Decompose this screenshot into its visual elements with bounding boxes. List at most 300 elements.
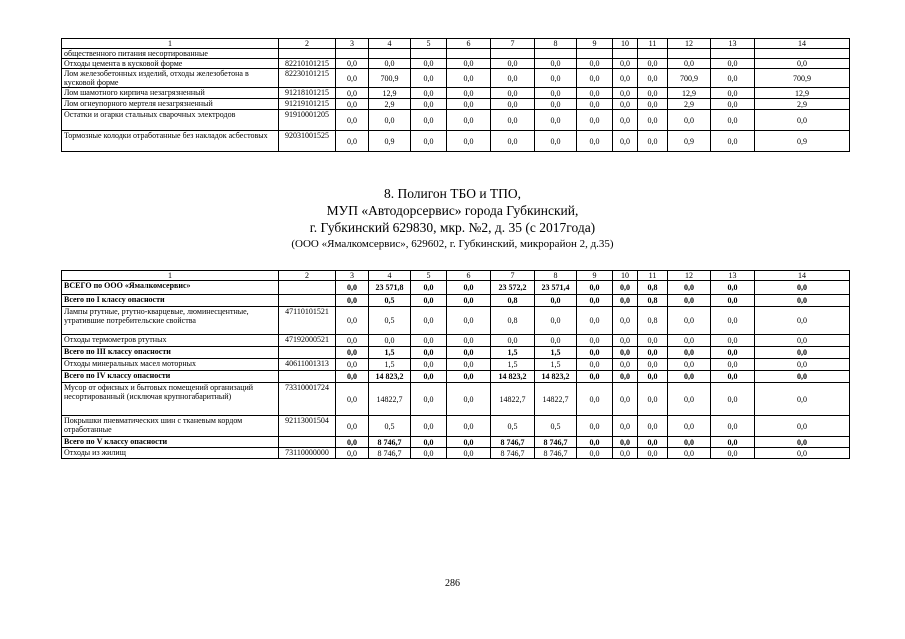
value-cell: 0,0 bbox=[638, 359, 668, 371]
waste-code-cell bbox=[279, 281, 336, 295]
waste-code-cell bbox=[279, 49, 336, 59]
value-cell: 0,0 bbox=[491, 335, 535, 347]
value-cell: 2,9 bbox=[668, 99, 711, 110]
waste-code-cell: 47110101521 bbox=[279, 307, 336, 335]
table-row bbox=[62, 131, 850, 152]
value-cell bbox=[535, 49, 577, 59]
value-cell: 0,0 bbox=[336, 69, 369, 88]
value-cell: 0,0 bbox=[668, 335, 711, 347]
value-cell: 0,0 bbox=[613, 110, 638, 131]
value-cell: 0,0 bbox=[447, 359, 491, 371]
waste-code-cell bbox=[279, 437, 336, 448]
waste-code-cell: 82230101215 bbox=[279, 69, 336, 88]
value-cell: 0,0 bbox=[638, 110, 668, 131]
value-cell: 0,0 bbox=[336, 437, 369, 448]
table-row bbox=[62, 416, 850, 437]
value-cell: 0,8 bbox=[491, 295, 535, 307]
value-cell: 0,0 bbox=[668, 110, 711, 131]
value-cell: 0,0 bbox=[755, 335, 850, 347]
value-cell: 0,0 bbox=[411, 416, 447, 437]
value-cell: 2,9 bbox=[369, 99, 411, 110]
value-cell: 0,0 bbox=[755, 110, 850, 131]
value-cell: 0,8 bbox=[638, 307, 668, 335]
value-cell: 0,0 bbox=[711, 359, 755, 371]
waste-code-cell bbox=[279, 371, 336, 383]
value-cell: 0,0 bbox=[711, 437, 755, 448]
value-cell: 0,0 bbox=[369, 59, 411, 69]
waste-name-cell: Отходы цемента в кусковой форме bbox=[62, 59, 279, 69]
value-cell bbox=[711, 49, 755, 59]
column-number-cell: 6 bbox=[447, 271, 491, 281]
value-cell: 0,5 bbox=[491, 416, 535, 437]
value-cell: 0,0 bbox=[336, 448, 369, 459]
value-cell: 0,0 bbox=[336, 359, 369, 371]
column-number-row bbox=[62, 39, 850, 49]
subtotal-row bbox=[62, 281, 850, 295]
value-cell: 0,0 bbox=[668, 437, 711, 448]
value-cell: 0,0 bbox=[638, 88, 668, 99]
value-cell: 0,0 bbox=[613, 437, 638, 448]
table-row bbox=[62, 335, 850, 347]
value-cell bbox=[336, 49, 369, 59]
waste-code-cell: 91910001205 bbox=[279, 110, 336, 131]
value-cell: 0,0 bbox=[447, 437, 491, 448]
column-number-cell: 6 bbox=[447, 39, 491, 49]
value-cell: 0,0 bbox=[411, 281, 447, 295]
value-cell: 0,0 bbox=[668, 295, 711, 307]
value-cell: 0,0 bbox=[577, 437, 613, 448]
value-cell: 0,0 bbox=[638, 383, 668, 416]
value-cell: 14 823,2 bbox=[369, 371, 411, 383]
waste-name-cell: Отходы минеральных масел моторных bbox=[62, 359, 279, 371]
value-cell: 0,0 bbox=[711, 88, 755, 99]
column-number-cell: 7 bbox=[491, 271, 535, 281]
value-cell: 0,0 bbox=[336, 347, 369, 359]
column-number-cell: 4 bbox=[369, 39, 411, 49]
column-number-cell: 14 bbox=[755, 39, 850, 49]
column-number-cell: 8 bbox=[535, 39, 577, 49]
value-cell: 0,0 bbox=[577, 448, 613, 459]
value-cell: 0,0 bbox=[447, 99, 491, 110]
value-cell: 0,0 bbox=[668, 347, 711, 359]
value-cell: 0,0 bbox=[447, 110, 491, 131]
value-cell: 0,0 bbox=[613, 88, 638, 99]
value-cell: 0,8 bbox=[638, 281, 668, 295]
waste-name-cell: Всего по I классу опасности bbox=[62, 295, 279, 307]
waste-name-cell: Всего по IV классу опасности bbox=[62, 371, 279, 383]
value-cell: 0,0 bbox=[447, 383, 491, 416]
value-cell: 0,0 bbox=[755, 307, 850, 335]
value-cell: 0,0 bbox=[447, 307, 491, 335]
value-cell: 0,0 bbox=[755, 448, 850, 459]
column-number-cell: 11 bbox=[638, 271, 668, 281]
value-cell: 1,5 bbox=[535, 347, 577, 359]
value-cell: 0,0 bbox=[369, 335, 411, 347]
value-cell: 0,0 bbox=[613, 59, 638, 69]
value-cell: 0,0 bbox=[577, 99, 613, 110]
value-cell: 0,0 bbox=[711, 383, 755, 416]
value-cell: 12,9 bbox=[369, 88, 411, 99]
value-cell: 23 571,4 bbox=[535, 281, 577, 295]
waste-code-cell: 47192000521 bbox=[279, 335, 336, 347]
value-cell: 0,0 bbox=[613, 295, 638, 307]
page-number: 286 bbox=[445, 578, 460, 589]
column-number-cell: 7 bbox=[491, 39, 535, 49]
value-cell: 0,0 bbox=[491, 88, 535, 99]
waste-code-cell bbox=[279, 295, 336, 307]
value-cell bbox=[638, 49, 668, 59]
value-cell: 0,0 bbox=[613, 347, 638, 359]
value-cell: 8 746,7 bbox=[369, 437, 411, 448]
value-cell: 0,0 bbox=[447, 371, 491, 383]
value-cell: 0,0 bbox=[535, 99, 577, 110]
column-number-cell: 12 bbox=[668, 39, 711, 49]
value-cell: 0,0 bbox=[638, 437, 668, 448]
section-title: 8. Полигон ТБО и ТПО, bbox=[383, 186, 522, 201]
value-cell: 0,0 bbox=[447, 88, 491, 99]
column-number-cell: 14 bbox=[755, 271, 850, 281]
value-cell: 12,9 bbox=[668, 88, 711, 99]
value-cell: 0,0 bbox=[535, 110, 577, 131]
value-cell: 0,0 bbox=[411, 383, 447, 416]
value-cell: 0,0 bbox=[336, 307, 369, 335]
value-cell: 0,0 bbox=[411, 307, 447, 335]
value-cell bbox=[447, 49, 491, 59]
value-cell: 0,0 bbox=[411, 347, 447, 359]
value-cell: 0,0 bbox=[711, 347, 755, 359]
table-row bbox=[62, 88, 850, 99]
value-cell: 8 746,7 bbox=[491, 448, 535, 459]
value-cell: 0,0 bbox=[336, 295, 369, 307]
value-cell: 0,0 bbox=[411, 99, 447, 110]
value-cell: 700,9 bbox=[755, 69, 850, 88]
value-cell: 0,0 bbox=[638, 99, 668, 110]
value-cell: 0,0 bbox=[577, 335, 613, 347]
value-cell: 8 746,7 bbox=[535, 448, 577, 459]
table-row bbox=[62, 99, 850, 110]
waste-name-cell: Тормозные колодки отработанные без накладок асбестовых bbox=[62, 131, 279, 152]
value-cell: 0,0 bbox=[668, 448, 711, 459]
value-cell: 0,0 bbox=[638, 371, 668, 383]
value-cell: 0,0 bbox=[491, 59, 535, 69]
waste-code-cell: 91219101215 bbox=[279, 99, 336, 110]
value-cell: 0,0 bbox=[711, 59, 755, 69]
value-cell: 0,0 bbox=[577, 88, 613, 99]
value-cell: 0,0 bbox=[755, 295, 850, 307]
value-cell: 0,0 bbox=[336, 383, 369, 416]
value-cell: 0,0 bbox=[711, 110, 755, 131]
column-number-cell: 8 bbox=[535, 271, 577, 281]
value-cell: 8 746,7 bbox=[491, 437, 535, 448]
waste-code-cell: 92031001525 bbox=[279, 131, 336, 152]
column-number-cell: 10 bbox=[613, 271, 638, 281]
column-number-cell: 5 bbox=[411, 39, 447, 49]
value-cell: 0,0 bbox=[535, 307, 577, 335]
value-cell: 0,0 bbox=[711, 307, 755, 335]
value-cell: 0,0 bbox=[755, 347, 850, 359]
waste-name-cell: ВСЕГО по ООО «Ямалкомсервис» bbox=[62, 281, 279, 295]
column-number-cell: 2 bbox=[279, 39, 336, 49]
column-number-cell: 12 bbox=[668, 271, 711, 281]
table-row bbox=[62, 59, 850, 69]
value-cell: 0,0 bbox=[336, 88, 369, 99]
value-cell: 0,0 bbox=[411, 335, 447, 347]
value-cell bbox=[755, 49, 850, 59]
column-number-cell: 2 bbox=[279, 271, 336, 281]
value-cell: 2,9 bbox=[755, 99, 850, 110]
value-cell: 1,5 bbox=[369, 359, 411, 371]
value-cell: 0,0 bbox=[711, 69, 755, 88]
value-cell bbox=[577, 49, 613, 59]
waste-name-cell: Всего по III классу опасности bbox=[62, 347, 279, 359]
value-cell: 0,0 bbox=[447, 59, 491, 69]
value-cell: 0,0 bbox=[711, 448, 755, 459]
value-cell: 0,0 bbox=[411, 371, 447, 383]
value-cell: 0,0 bbox=[491, 110, 535, 131]
value-cell: 0,0 bbox=[668, 281, 711, 295]
value-cell: 0,5 bbox=[369, 307, 411, 335]
value-cell: 0,0 bbox=[755, 59, 850, 69]
value-cell: 0,0 bbox=[668, 59, 711, 69]
waste-code-cell: 82210101215 bbox=[279, 59, 336, 69]
waste-code-cell: 91218101215 bbox=[279, 88, 336, 99]
value-cell: 0,9 bbox=[668, 131, 711, 152]
value-cell: 0,0 bbox=[577, 110, 613, 131]
column-number-cell: 1 bbox=[62, 39, 279, 49]
value-cell: 0,0 bbox=[613, 359, 638, 371]
value-cell: 0,0 bbox=[411, 88, 447, 99]
value-cell: 14 823,2 bbox=[491, 371, 535, 383]
value-cell: 0,0 bbox=[638, 416, 668, 437]
value-cell: 0,0 bbox=[755, 416, 850, 437]
value-cell: 0,0 bbox=[411, 110, 447, 131]
column-number-cell: 13 bbox=[711, 39, 755, 49]
value-cell: 23 572,2 bbox=[491, 281, 535, 295]
value-cell: 0,0 bbox=[336, 281, 369, 295]
value-cell: 0,0 bbox=[411, 437, 447, 448]
column-number-cell: 9 bbox=[577, 271, 613, 281]
waste-name-cell: общественного питания несортированные bbox=[62, 49, 279, 59]
value-cell: 0,0 bbox=[711, 281, 755, 295]
value-cell: 1,5 bbox=[491, 347, 535, 359]
value-cell: 0,0 bbox=[711, 295, 755, 307]
column-number-cell: 4 bbox=[369, 271, 411, 281]
value-cell: 0,0 bbox=[755, 371, 850, 383]
value-cell: 0,8 bbox=[491, 307, 535, 335]
value-cell: 700,9 bbox=[369, 69, 411, 88]
value-cell: 0,0 bbox=[336, 416, 369, 437]
value-cell bbox=[411, 49, 447, 59]
section-address: г. Губкинский 629830, мкр. №2, д. 35 (с 2017года) bbox=[309, 220, 596, 235]
value-cell: 0,0 bbox=[613, 416, 638, 437]
value-cell: 0,0 bbox=[577, 59, 613, 69]
waste-name-cell: Лом огнеупорного мертеля незагрязненный bbox=[62, 99, 279, 110]
value-cell: 0,0 bbox=[577, 131, 613, 152]
value-cell: 14822,7 bbox=[369, 383, 411, 416]
waste-name-cell: Отходы из жилищ bbox=[62, 448, 279, 459]
value-cell: 0,0 bbox=[577, 347, 613, 359]
value-cell: 0,0 bbox=[447, 448, 491, 459]
value-cell: 0,0 bbox=[613, 335, 638, 347]
value-cell: 0,0 bbox=[577, 69, 613, 88]
waste-code-cell: 73110000000 bbox=[279, 448, 336, 459]
value-cell: 0,0 bbox=[336, 59, 369, 69]
waste-code-cell bbox=[279, 347, 336, 359]
waste-name-cell: Лом шамотного кирпича незагрязненный bbox=[62, 88, 279, 99]
value-cell bbox=[613, 49, 638, 59]
section-operator: МУП «Автодорсервис» города Губкинский, bbox=[326, 203, 579, 218]
column-number-cell: 3 bbox=[336, 271, 369, 281]
value-cell: 0,0 bbox=[411, 59, 447, 69]
waste-name-cell: Лом железобетонных изделий, отходы железобетона в кусковой форме bbox=[62, 69, 279, 88]
value-cell: 0,0 bbox=[577, 307, 613, 335]
waste-code-cell: 73310001724 bbox=[279, 383, 336, 416]
value-cell bbox=[369, 49, 411, 59]
value-cell: 0,0 bbox=[577, 371, 613, 383]
value-cell: 0,0 bbox=[447, 335, 491, 347]
value-cell: 1,5 bbox=[369, 347, 411, 359]
value-cell: 23 571,8 bbox=[369, 281, 411, 295]
value-cell: 0,0 bbox=[711, 371, 755, 383]
column-number-cell: 9 bbox=[577, 39, 613, 49]
value-cell: 0,0 bbox=[613, 383, 638, 416]
waste-name-cell: Покрышки пневматических шин с тканевым кордом отработанные bbox=[62, 416, 279, 437]
table-row bbox=[62, 49, 850, 59]
value-cell: 0,0 bbox=[577, 295, 613, 307]
value-cell: 0,0 bbox=[411, 69, 447, 88]
value-cell: 0,0 bbox=[447, 281, 491, 295]
value-cell: 8 746,7 bbox=[535, 437, 577, 448]
value-cell: 0,0 bbox=[755, 359, 850, 371]
waste-name-cell: Отходы термометров ртутных bbox=[62, 335, 279, 347]
value-cell bbox=[668, 49, 711, 59]
value-cell: 0,0 bbox=[336, 131, 369, 152]
value-cell: 0,0 bbox=[535, 69, 577, 88]
value-cell: 0,0 bbox=[447, 295, 491, 307]
subtotal-row bbox=[62, 347, 850, 359]
value-cell: 0,0 bbox=[668, 371, 711, 383]
column-number-cell: 5 bbox=[411, 271, 447, 281]
table-row bbox=[62, 69, 850, 88]
column-number-cell: 10 bbox=[613, 39, 638, 49]
value-cell: 0,0 bbox=[535, 335, 577, 347]
value-cell: 0,0 bbox=[638, 131, 668, 152]
value-cell: 0,0 bbox=[447, 347, 491, 359]
section-company: (ООО «Ямалкомсервис», 629602, г. Губкинский, микрорайон 2, д.35) bbox=[291, 238, 614, 250]
value-cell: 0,0 bbox=[638, 448, 668, 459]
value-cell: 0,0 bbox=[755, 383, 850, 416]
value-cell: 0,0 bbox=[491, 131, 535, 152]
table-row bbox=[62, 448, 850, 459]
value-cell: 0,0 bbox=[411, 295, 447, 307]
value-cell: 0,8 bbox=[638, 295, 668, 307]
waste-code-cell: 40611001313 bbox=[279, 359, 336, 371]
value-cell: 14822,7 bbox=[535, 383, 577, 416]
value-cell: 0,0 bbox=[638, 347, 668, 359]
value-cell: 0,0 bbox=[755, 281, 850, 295]
value-cell: 1,5 bbox=[535, 359, 577, 371]
value-cell: 0,5 bbox=[369, 295, 411, 307]
value-cell: 0,0 bbox=[336, 110, 369, 131]
subtotal-row bbox=[62, 437, 850, 448]
value-cell: 0,0 bbox=[613, 69, 638, 88]
value-cell: 0,0 bbox=[411, 448, 447, 459]
waste-table-part1 bbox=[61, 38, 850, 152]
value-cell: 0,0 bbox=[711, 416, 755, 437]
value-cell: 0,0 bbox=[577, 359, 613, 371]
column-number-cell: 13 bbox=[711, 271, 755, 281]
value-cell: 0,0 bbox=[535, 59, 577, 69]
value-cell: 0,0 bbox=[668, 359, 711, 371]
value-cell: 0,5 bbox=[369, 416, 411, 437]
waste-name-cell: Лампы ртутные, ртутно-кварцевые, люминесцентные, утратившие потребительские свойства bbox=[62, 307, 279, 335]
value-cell: 0,0 bbox=[535, 131, 577, 152]
value-cell: 0,0 bbox=[613, 307, 638, 335]
waste-table-landfill bbox=[61, 270, 850, 459]
value-cell bbox=[491, 49, 535, 59]
table-row bbox=[62, 110, 850, 131]
table-row bbox=[62, 383, 850, 416]
waste-name-cell: Всего по V классу опасности bbox=[62, 437, 279, 448]
value-cell: 0,0 bbox=[638, 335, 668, 347]
value-cell: 0,0 bbox=[668, 416, 711, 437]
value-cell: 0,0 bbox=[668, 307, 711, 335]
value-cell: 0,0 bbox=[613, 281, 638, 295]
value-cell: 12,9 bbox=[755, 88, 850, 99]
subtotal-row bbox=[62, 371, 850, 383]
value-cell: 14822,7 bbox=[491, 383, 535, 416]
value-cell: 1,5 bbox=[491, 359, 535, 371]
value-cell: 0,0 bbox=[447, 69, 491, 88]
value-cell: 0,0 bbox=[577, 281, 613, 295]
column-number-cell: 1 bbox=[62, 271, 279, 281]
table-row bbox=[62, 359, 850, 371]
value-cell: 0,0 bbox=[711, 131, 755, 152]
column-number-cell: 11 bbox=[638, 39, 668, 49]
value-cell: 0,0 bbox=[491, 99, 535, 110]
subtotal-row bbox=[62, 295, 850, 307]
waste-code-cell: 92113001504 bbox=[279, 416, 336, 437]
value-cell: 0,0 bbox=[638, 59, 668, 69]
value-cell: 0,0 bbox=[535, 88, 577, 99]
column-number-cell: 3 bbox=[336, 39, 369, 49]
value-cell: 0,0 bbox=[613, 371, 638, 383]
value-cell: 0,0 bbox=[336, 99, 369, 110]
value-cell: 0,0 bbox=[711, 99, 755, 110]
value-cell: 0,0 bbox=[369, 110, 411, 131]
waste-name-cell: Остатки и огарки стальных сварочных электродов bbox=[62, 110, 279, 131]
value-cell: 0,0 bbox=[638, 69, 668, 88]
value-cell: 0,0 bbox=[668, 383, 711, 416]
value-cell: 0,0 bbox=[711, 335, 755, 347]
value-cell: 0,5 bbox=[535, 416, 577, 437]
value-cell: 0,9 bbox=[755, 131, 850, 152]
value-cell: 0,0 bbox=[755, 437, 850, 448]
value-cell: 0,0 bbox=[336, 335, 369, 347]
value-cell: 0,0 bbox=[447, 416, 491, 437]
value-cell: 14 823,2 bbox=[535, 371, 577, 383]
value-cell: 0,0 bbox=[577, 383, 613, 416]
value-cell: 8 746,7 bbox=[369, 448, 411, 459]
table-row bbox=[62, 307, 850, 335]
value-cell: 0,0 bbox=[577, 416, 613, 437]
value-cell: 0,0 bbox=[613, 131, 638, 152]
value-cell: 0,9 bbox=[369, 131, 411, 152]
value-cell: 0,0 bbox=[491, 69, 535, 88]
value-cell: 0,0 bbox=[411, 359, 447, 371]
value-cell: 0,0 bbox=[613, 99, 638, 110]
value-cell: 700,9 bbox=[668, 69, 711, 88]
